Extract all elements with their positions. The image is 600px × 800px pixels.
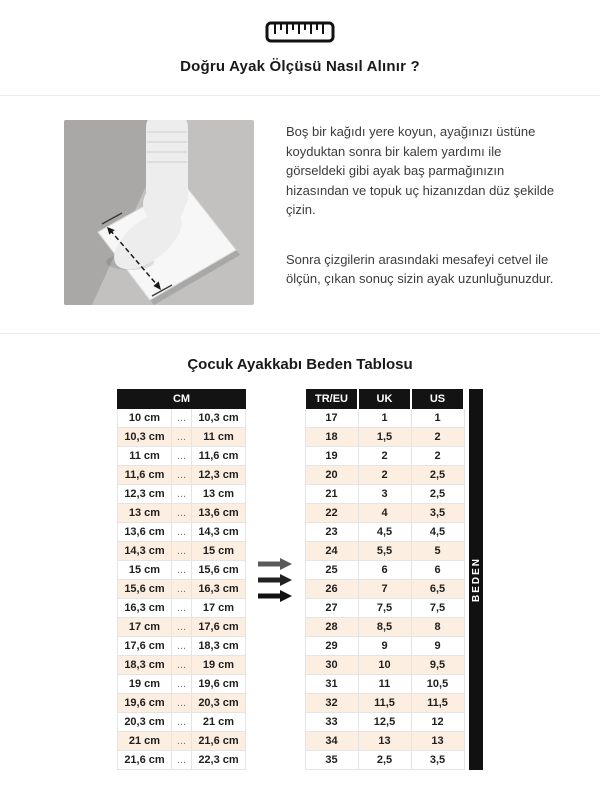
table-cell: ... — [172, 599, 192, 618]
table-cell: 20,3 cm — [118, 713, 172, 732]
right-arrow-icon — [258, 590, 292, 602]
table-cell: 32 — [305, 694, 358, 713]
table-cell: 18,3 cm — [192, 637, 246, 656]
table-row — [305, 656, 464, 675]
table-cell: 14,3 cm — [192, 523, 246, 542]
table-cell: 13 cm — [192, 485, 246, 504]
table-row — [305, 580, 464, 599]
table-cell: 19,6 cm — [192, 675, 246, 694]
table-cell: ... — [172, 732, 192, 751]
table-cell: 20 — [305, 466, 358, 485]
table-cell: 16,3 cm — [118, 599, 172, 618]
table-cell: 7,5 — [411, 599, 464, 618]
size-chart-section — [0, 334, 600, 788]
table-cell: 2 — [411, 447, 464, 466]
table-cell: 7 — [358, 580, 411, 599]
table-cell: 2,5 — [411, 485, 464, 504]
table-cell: 10,3 cm — [192, 409, 246, 428]
table-cell: 23 — [305, 523, 358, 542]
table-cell: 8,5 — [358, 618, 411, 637]
table-row — [118, 713, 246, 732]
table-cell: ... — [172, 542, 192, 561]
table-cell: 11 cm — [118, 447, 172, 466]
table-row — [118, 675, 246, 694]
table-cell: 9 — [358, 637, 411, 656]
table-cell: 12 — [411, 713, 464, 732]
table-row — [305, 485, 464, 504]
table-row — [118, 523, 246, 542]
table-row — [305, 675, 464, 694]
table-cell: 20,3 cm — [192, 694, 246, 713]
table-cell: 6,5 — [411, 580, 464, 599]
table-cell: 21 cm — [118, 732, 172, 751]
table-cell: 10,3 cm — [118, 428, 172, 447]
table-cell: 7,5 — [358, 599, 411, 618]
table-cell: 11,5 — [411, 694, 464, 713]
table-row — [305, 732, 464, 751]
table-cell: 13 cm — [118, 504, 172, 523]
table-cell: 13 — [411, 732, 464, 751]
table-cell: 25 — [305, 561, 358, 580]
table-row — [118, 694, 246, 713]
table-row — [118, 504, 246, 523]
table-row — [305, 599, 464, 618]
table-cell: 2 — [411, 428, 464, 447]
size-table-header-us: US — [411, 390, 464, 409]
table-cell: 21,6 cm — [118, 751, 172, 770]
size-table — [304, 389, 465, 770]
table-cell: 18,3 cm — [118, 656, 172, 675]
table-cell: 15,6 cm — [192, 561, 246, 580]
table-row — [305, 694, 464, 713]
table-cell: 28 — [305, 618, 358, 637]
table-cell: 15 cm — [118, 561, 172, 580]
table-cell: 6 — [358, 561, 411, 580]
size-table-header-tr-eu: TR/EU — [305, 390, 358, 409]
table-row — [305, 428, 464, 447]
table-cell: 10 cm — [118, 409, 172, 428]
table-cell: 13,6 cm — [192, 504, 246, 523]
table-cell: 30 — [305, 656, 358, 675]
table-cell: 19,6 cm — [118, 694, 172, 713]
table-cell: 16,3 cm — [192, 580, 246, 599]
table-row — [118, 409, 246, 428]
table-cell: 11 cm — [192, 428, 246, 447]
table-cell: 17 cm — [118, 618, 172, 637]
table-cell: 15 cm — [192, 542, 246, 561]
table-row — [118, 656, 246, 675]
beden-label: BEDEN — [470, 556, 482, 602]
table-cell: 29 — [305, 637, 358, 656]
table-cell: 9,5 — [411, 656, 464, 675]
table-cell: 14,3 cm — [118, 542, 172, 561]
table-cell: 5 — [411, 542, 464, 561]
table-cell: 3,5 — [411, 504, 464, 523]
table-row — [118, 485, 246, 504]
table-cell: 1 — [411, 409, 464, 428]
table-row — [305, 618, 464, 637]
table-cell: 21 cm — [192, 713, 246, 732]
table-cell: 2 — [358, 466, 411, 485]
table-cell: 12,5 — [358, 713, 411, 732]
table-row — [118, 447, 246, 466]
table-cell: 19 — [305, 447, 358, 466]
page-title: Doğru Ayak Ölçüsü Nasıl Alınır ? — [180, 58, 420, 75]
table-cell: ... — [172, 675, 192, 694]
table-row — [305, 466, 464, 485]
table-cell: 19 cm — [118, 675, 172, 694]
table-cell: 35 — [305, 751, 358, 770]
table-cell: 10,5 — [411, 675, 464, 694]
table-cell: ... — [172, 409, 192, 428]
table-row — [305, 447, 464, 466]
table-cell: 17 cm — [192, 599, 246, 618]
ruler-icon — [0, 18, 600, 46]
table-cell: 2,5 — [358, 751, 411, 770]
foot-measurement-image — [64, 120, 254, 305]
mapping-arrows — [258, 558, 292, 602]
table-cell: 1,5 — [358, 428, 411, 447]
instruction-paragraph-2: Sonra çizgilerin arasındaki mesafeyi cetvel ile ölçün, çıkan sonuç sizin ayak uzunluğunuzdur. — [286, 251, 554, 286]
cm-table-header: CM — [118, 390, 246, 409]
table-cell: 21,6 cm — [192, 732, 246, 751]
table-cell: ... — [172, 447, 192, 466]
table-cell: ... — [172, 618, 192, 637]
right-arrow-icon — [258, 558, 292, 570]
table-cell: 34 — [305, 732, 358, 751]
table-cell: 13 — [358, 732, 411, 751]
cm-table-body — [118, 409, 246, 770]
table-cell: 18 — [305, 428, 358, 447]
size-chart-title: Çocuk Ayakkabı Beden Tablosu — [187, 356, 413, 373]
table-cell: 27 — [305, 599, 358, 618]
table-row — [118, 428, 246, 447]
table-cell: ... — [172, 751, 192, 770]
table-cell: 13,6 cm — [118, 523, 172, 542]
table-cell: 3 — [358, 485, 411, 504]
table-cell: 8 — [411, 618, 464, 637]
table-cell: 19 cm — [192, 656, 246, 675]
table-cell: 11,6 cm — [118, 466, 172, 485]
beden-sidebar — [469, 389, 483, 770]
table-cell: 17 — [305, 409, 358, 428]
table-cell: 22 — [305, 504, 358, 523]
table-cell: ... — [172, 466, 192, 485]
table-row — [118, 580, 246, 599]
table-row — [305, 637, 464, 656]
table-row — [305, 751, 464, 770]
table-row — [118, 542, 246, 561]
size-table-header-row — [305, 390, 464, 409]
table-row — [305, 504, 464, 523]
table-cell: 11 — [358, 675, 411, 694]
header — [0, 0, 600, 96]
table-cell: 17,6 cm — [192, 618, 246, 637]
table-cell: 1 — [358, 409, 411, 428]
instruction-texts — [286, 120, 560, 305]
table-cell: 4 — [358, 504, 411, 523]
table-cell: 4,5 — [411, 523, 464, 542]
table-row — [118, 466, 246, 485]
size-chart-tables — [0, 389, 600, 770]
table-cell: 10 — [358, 656, 411, 675]
table-cell: ... — [172, 713, 192, 732]
table-cell: ... — [172, 504, 192, 523]
cm-table — [117, 389, 246, 770]
table-cell: 6 — [411, 561, 464, 580]
table-row — [118, 599, 246, 618]
table-row — [305, 523, 464, 542]
instructions-section — [0, 96, 600, 334]
right-arrow-icon — [258, 574, 292, 586]
table-row — [118, 732, 246, 751]
table-row — [118, 618, 246, 637]
size-table-body — [305, 409, 464, 770]
table-row — [305, 713, 464, 732]
table-cell: 12,3 cm — [118, 485, 172, 504]
table-cell: ... — [172, 428, 192, 447]
table-row — [118, 561, 246, 580]
table-row — [118, 751, 246, 770]
table-cell: ... — [172, 694, 192, 713]
table-cell: 9 — [411, 637, 464, 656]
size-table-header-uk: UK — [358, 390, 411, 409]
table-cell: 31 — [305, 675, 358, 694]
table-cell: ... — [172, 523, 192, 542]
table-cell: ... — [172, 485, 192, 504]
table-cell: 15,6 cm — [118, 580, 172, 599]
table-cell: 5,5 — [358, 542, 411, 561]
table-cell: 33 — [305, 713, 358, 732]
table-row — [118, 637, 246, 656]
table-cell: 12,3 cm — [192, 466, 246, 485]
table-cell: 24 — [305, 542, 358, 561]
table-cell: 22,3 cm — [192, 751, 246, 770]
table-cell: 17,6 cm — [118, 637, 172, 656]
table-cell: ... — [172, 561, 192, 580]
table-cell: ... — [172, 656, 192, 675]
table-row — [305, 409, 464, 428]
table-row — [305, 561, 464, 580]
cm-table-header-row — [118, 390, 246, 409]
table-cell: 4,5 — [358, 523, 411, 542]
table-cell: 2 — [358, 447, 411, 466]
instruction-paragraph-1: Boş bir kağıdı yere koyun, ayağınızı üstüne koyduktan sonra bir kalem yardımı ile görseldeki gibi ayak baş parmağınızın hizasından ve topuk uç hizanızdan düz şekilde çizin. — [286, 124, 555, 217]
table-cell: 2,5 — [411, 466, 464, 485]
table-cell: 21 — [305, 485, 358, 504]
table-cell: ... — [172, 637, 192, 656]
table-cell: 11,5 — [358, 694, 411, 713]
table-cell: 11,6 cm — [192, 447, 246, 466]
table-cell: ... — [172, 580, 192, 599]
table-cell: 26 — [305, 580, 358, 599]
table-row — [305, 542, 464, 561]
table-cell: 3,5 — [411, 751, 464, 770]
